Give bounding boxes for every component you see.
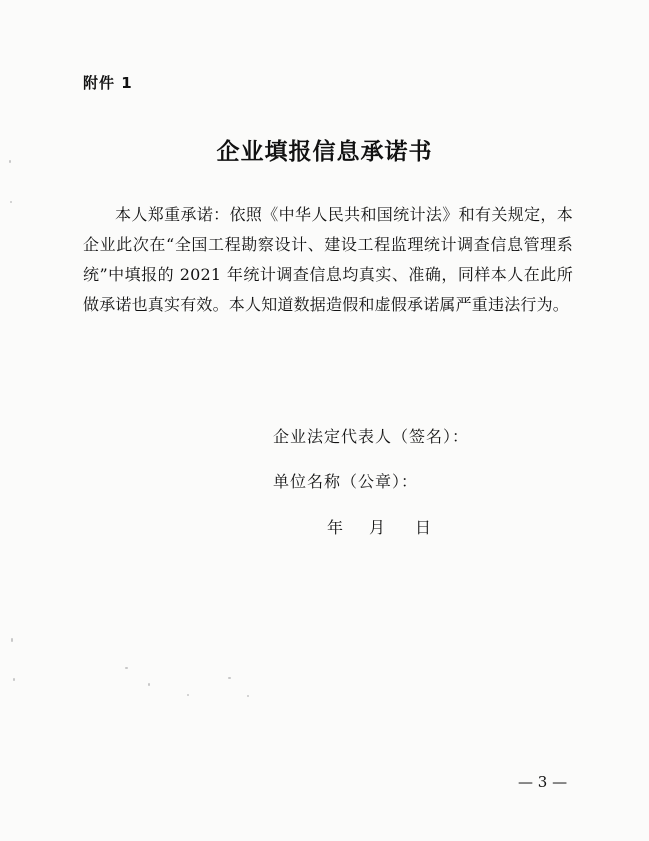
legal-representative-signature-line: 企业法定代表人（签名）： [273,427,470,446]
document-title: 企业填报信息承诺书 [216,139,433,165]
scan-artifact [9,160,11,163]
attachment-label: 附件 1 [83,74,133,92]
scan-artifact [11,638,13,642]
page-number: — 3 — [518,773,568,791]
date-year-label: 年 [327,518,344,537]
scan-artifact [228,677,231,679]
date-day-label: 日 [415,518,432,537]
commitment-body: 本人郑重承诺：依照《中华人民共和国统计法》和有关规定，本企业此次在“全国工程勘察设计、建设工程监理统计调查信息管理系统”中填报的 2021 年统计调查信息均真实、准确，同样本人在此所做承诺也真实有效。本人知道数据造假和虚假承诺属严重违法行为。 [83,205,573,314]
scan-artifact [10,201,12,203]
scan-artifact [247,695,249,697]
date-month-label: 月 [369,518,386,537]
scan-artifact [187,694,189,696]
scan-artifact [13,678,15,681]
scan-artifact [125,667,128,669]
scan-artifact [148,683,150,686]
unit-name-seal-line: 单位名称（公章）： [273,472,419,491]
